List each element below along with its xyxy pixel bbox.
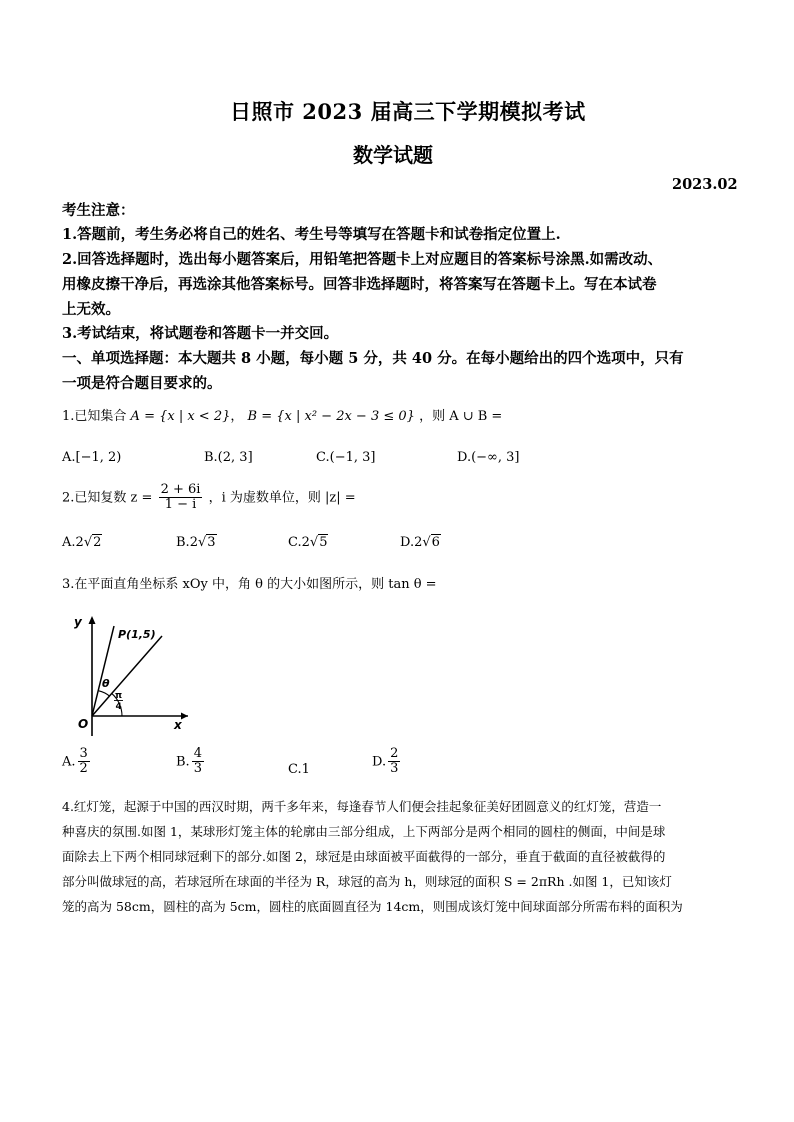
question-4-line-3: 面除去上下两个相同球冠剩下的部分.如图 2，球冠是由球面被平面截得的一部分，垂直于截面的直径被截得的 (62, 849, 666, 864)
notice-line-2c: 上无效。 (62, 301, 120, 318)
question-2-prefix: 2.已知复数 z = (62, 490, 153, 506)
notice-line-2b: 用橡皮擦干净后，再选涂其他答案标号。回答非选择题时，将答案写在答题卡上。写在本试卷 (62, 276, 657, 293)
notice-line-2a: 2.回答选择题时，选出每小题答案后，用铅笔把答题卡上对应题目的答案标号涂黑.如需改动、 (62, 251, 663, 268)
question-3-option-b (176, 747, 206, 777)
option-label: C. (288, 762, 302, 777)
notice-heading: 考生注意： (62, 202, 135, 219)
notice-line-1: 1.答题前，考生务必将自己的姓名、考生号等填写在答题卡和试卷指定位置上. (62, 226, 561, 243)
question-2-numerator: 2 + 6i (160, 482, 201, 497)
option-denominator: 3 (390, 761, 399, 777)
option-radicand: 2 (93, 535, 102, 550)
x-axis-arrow (181, 713, 188, 720)
option-coefficient: 2 (75, 535, 84, 550)
option-fraction (78, 747, 90, 777)
option-label: B. (176, 754, 190, 770)
question-2-option-a: A.2√2 (62, 535, 102, 550)
question-4-line-5: 笼的高为 58cm，圆柱的高为 5cm，圆柱的底面圆直径为 14cm，则围成该灯笼中间球面部分所需布料的面积为 (62, 899, 683, 914)
option-coefficient: 2 (189, 535, 198, 550)
y-axis-arrow (89, 616, 96, 624)
question-3-figure (62, 612, 194, 740)
question-2-option-c: C.2√5 (288, 535, 328, 550)
option-denominator: 3 (193, 761, 202, 777)
question-1-option-d: D.(−∞, 3] (457, 450, 520, 465)
question-2-fraction (159, 483, 203, 513)
option-label: D. (400, 535, 415, 550)
question-1-option-c: C.(−1, 3] (316, 450, 376, 465)
angle-arc-theta (99, 691, 110, 697)
option-fraction (192, 747, 204, 777)
question-2-stem (62, 483, 356, 513)
question-2-option-d: D.2√6 (400, 535, 440, 550)
option-radicand: 3 (207, 535, 216, 550)
option-fraction (388, 747, 400, 777)
question-1-option-a: A.[−1, 2) (62, 450, 122, 465)
exam-subtitle: 数学试题 (353, 143, 433, 167)
question-1-sep: ， (230, 409, 244, 424)
notice-line-3: 3.考试结束，将试题卷和答题卡一并交回。 (62, 325, 339, 342)
theta-label: θ (102, 677, 110, 690)
question-3-option-a (62, 747, 92, 777)
option-numerator: 3 (79, 746, 88, 761)
option-label: A. (62, 535, 76, 550)
question-1-suffix: ，则 A ∪ B = (419, 409, 503, 424)
option-coefficient: 2 (301, 535, 310, 550)
y-axis-label: y (74, 615, 82, 629)
option-label: C. (288, 535, 302, 550)
origin-label: O (78, 717, 89, 731)
option-label: D. (372, 754, 387, 770)
question-2-option-b: B.2√3 (176, 535, 216, 550)
option-radicand: 5 (319, 535, 328, 550)
question-3-option-c (288, 762, 310, 777)
angle-label-numerator: π (115, 691, 123, 701)
question-1-prefix: 1.已知集合 (62, 409, 127, 424)
question-1-set-b: B = {x | x² − 2x − 3 ≤ 0} (247, 409, 415, 424)
question-3-stem: 3.在平面直角坐标系 xOy 中，角 θ 的大小如图所示，则 tan θ = (62, 577, 437, 592)
point-p-label: P(1,5) (118, 628, 156, 641)
x-axis-label: x (174, 718, 182, 732)
question-4-line-2: 种喜庆的氛围.如图 1，某球形灯笼主体的轮廓由三部分组成，上下两部分是两个相同的圆柱的侧面，中间是球 (62, 824, 666, 839)
angle-label-denominator: 4 (115, 702, 122, 712)
option-denominator: 2 (79, 761, 88, 777)
question-3-option-d (372, 747, 402, 777)
option-value: 1 (301, 762, 310, 777)
exam-title: 日照市 2023 届高三下学期模拟考试 (230, 99, 586, 124)
question-2-denominator: 1 − i (164, 497, 197, 513)
question-1-set-a: A = {x | x < 2} (130, 409, 231, 424)
option-radicand: 6 (431, 535, 440, 550)
option-label: B. (176, 535, 190, 550)
option-numerator: 2 (390, 746, 399, 761)
question-1-stem (62, 405, 502, 424)
option-coefficient: 2 (414, 535, 423, 550)
question-2-suffix: ，i 为虚数单位，则 |z| = (208, 490, 356, 506)
option-numerator: 4 (193, 746, 202, 761)
exam-date: 2023.02 (672, 176, 738, 193)
option-label: A. (62, 754, 76, 770)
section-1-heading-line-2: 一项是符合题目要求的。 (62, 375, 222, 392)
section-1-heading-line-1: 一、单项选择题：本大题共 8 小题，每小题 5 分，共 40 分。在每小题给出的四个选项中，只有 (62, 350, 684, 367)
question-1-option-b: B.(2, 3] (204, 450, 253, 465)
question-4-line-4: 部分叫做球冠的高，若球冠所在球面的半径为 R，球冠的高为 h，则球冠的面积 S = 2πRh .如图 1，已知该灯 (62, 874, 672, 889)
question-4-line-1: 4.红灯笼，起源于中国的西汉时期，两千多年来，每逢春节人们便会挂起象征美好团圆意义的红灯笼，营造一 (62, 799, 662, 814)
